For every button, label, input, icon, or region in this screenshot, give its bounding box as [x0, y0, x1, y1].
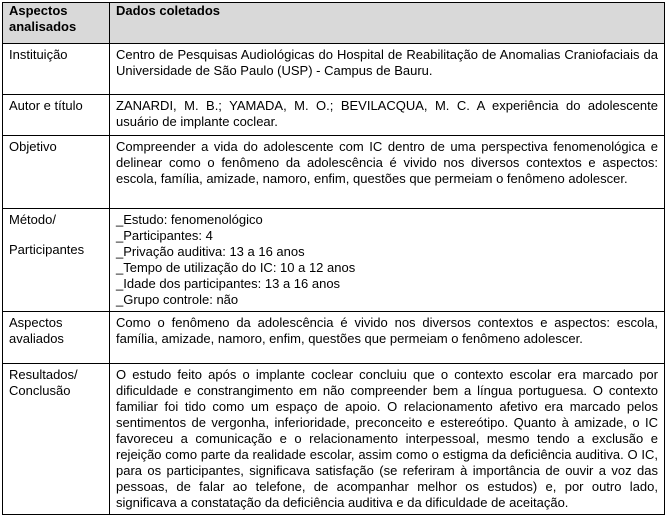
metodo-item: _Privação auditiva: 13 a 16 anos: [116, 244, 305, 259]
label-aspectos-line2: avaliados: [9, 331, 64, 346]
label-objetivo: Objetivo: [3, 136, 110, 209]
label-aspectos-line1: Aspectos: [9, 315, 63, 330]
row-resultados: [3, 364, 665, 515]
label-aspectos: [3, 312, 110, 364]
header-row: [3, 3, 665, 44]
value-instituicao: Centro de Pesquisas Audiológicas do Hospital de Reabilitação de Anomalias Craniofaciais da Universidade de São Paulo (USP) - Campus de Bauru.: [110, 44, 665, 95]
label-instituicao: Instituição: [3, 44, 110, 95]
metodo-item: _Estudo: fenomenológico: [116, 212, 263, 227]
label-metodo: [3, 209, 110, 312]
row-aspectos: [3, 312, 665, 364]
value-objetivo: Compreender a vida do adolescente com IC dentro de uma perspectiva fenomenológica e delinear como o fenômeno da adolescência é vivido nos diversos contextos e aspectos: escola, família, amizade, namoro, enfim, questões que permeiam o fenômeno adolescer.: [110, 136, 665, 209]
label-metodo-line1: Método/: [9, 212, 56, 227]
value-autor: ZANARDI, M. B.; YAMADA, M. O.; BEVILACQUA, M. C. A experiência do adolescente usuário de implante coclear.: [110, 95, 665, 136]
value-resultados: O estudo feito após o implante coclear concluiu que o contexto escolar era marcado por dificuldade e constrangimento em não compreender bem a língua portuguesa. O contexto familiar foi tido como um espaço de apoio. O relacionamento afetivo era marcado pelos sentimentos de vergonha, inferioridade, preconceito e estereótipo. Quanto à amizade, o IC favoreceu a comunicação e o relacionamento interpessoal, mesmo tendo a exclusão e rejeição como parte da realidade escolar, assim como o estigma da deficiência auditiva. O IC, para os participantes, significava satisfação (se referiram à importância de ouvir a voz das pessoas, de falar ao telefone, de acompanhar melhor os estudos) e, por outro lado, significava a constatação da deficiência auditiva e da dificuldade de aceitação.: [110, 364, 665, 515]
row-autor: [3, 95, 665, 136]
row-metodo: [3, 209, 665, 312]
data-table: [2, 2, 665, 515]
metodo-item: _Participantes: 4: [116, 228, 213, 243]
row-instituicao: [3, 44, 665, 95]
value-aspectos: Como o fenômeno da adolescência é vivido nos diversos contextos e aspectos: escola, família, amizade, namoro, enfim, questões que permeiam o fenômeno adolescer.: [110, 312, 665, 364]
label-resultados-line1: Resultados/: [9, 367, 78, 382]
metodo-item: _Tempo de utilização do IC: 10 a 12 anos: [116, 260, 356, 275]
value-metodo: [110, 209, 665, 312]
label-resultados-line2: Conclusão: [9, 383, 71, 398]
metodo-item: _Idade dos participantes: 13 a 16 anos: [116, 276, 341, 291]
label-autor: Autor e título: [3, 95, 110, 136]
metodo-item: _Grupo controle: não: [116, 292, 239, 307]
label-metodo-line2: Participantes: [9, 242, 85, 257]
row-objetivo: [3, 136, 665, 209]
header-dados: Dados coletados: [110, 3, 665, 44]
header-aspectos: Aspectos analisados: [3, 3, 110, 44]
label-resultados: [3, 364, 110, 515]
